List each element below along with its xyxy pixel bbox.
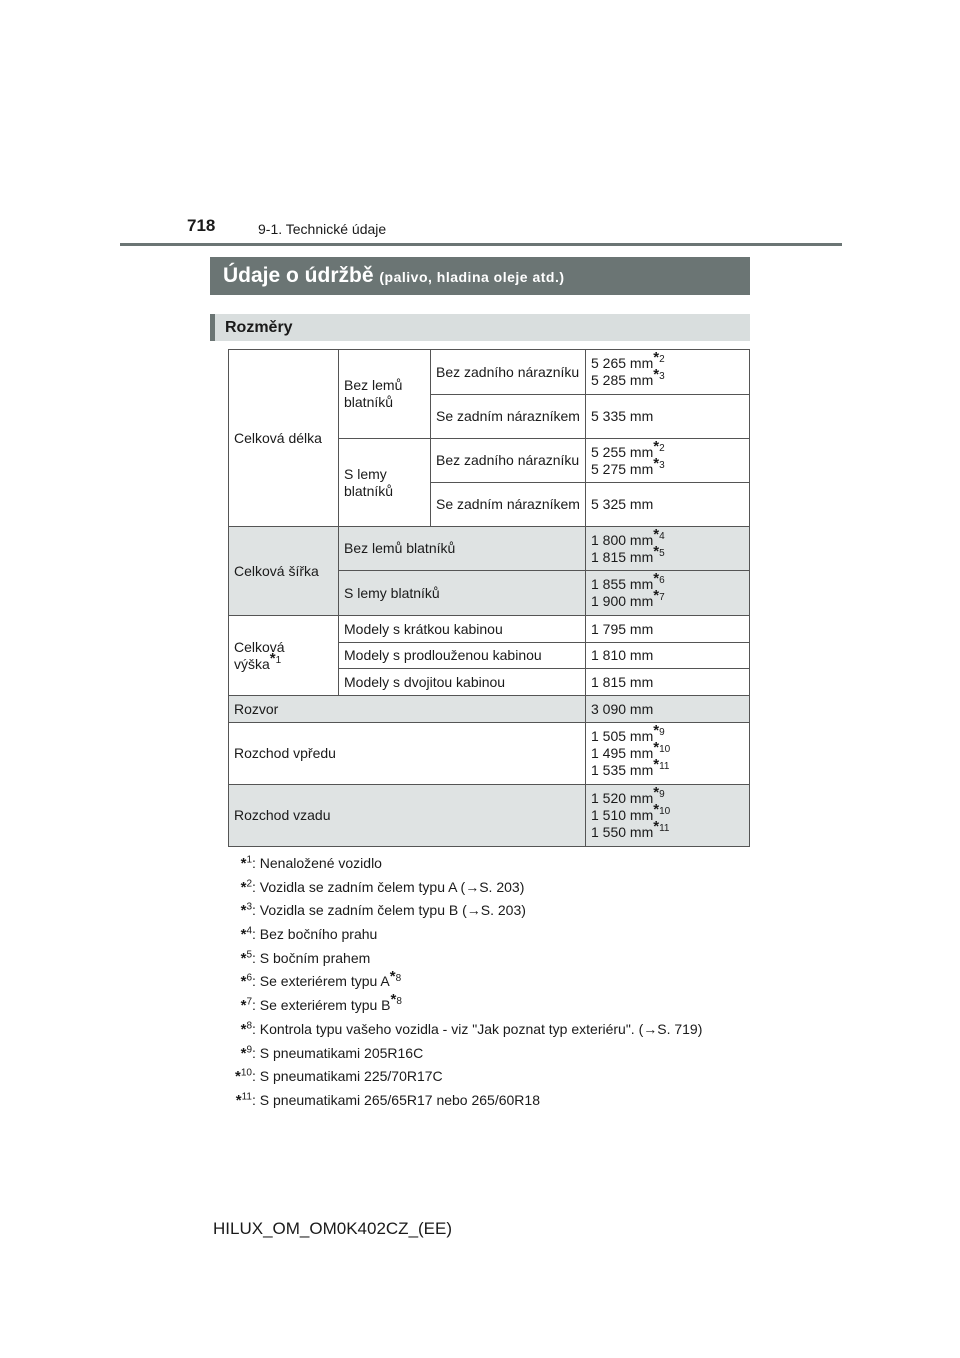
footnote-ref: *3: [653, 454, 665, 472]
footnote: *$^7$: Se exteriérem typu $B^{*8}$: [240, 991, 402, 1015]
section-label: 9-1. Technické údaje: [258, 221, 387, 237]
footnotes: [226, 852, 702, 1113]
document-code: HILUX_OM_OM0K402CZ_(EE): [213, 1219, 453, 1238]
footnote: *$^5$: S bočním prahem: [240, 949, 371, 967]
footnote-ref: *11: [653, 756, 670, 774]
footnote-text: : Kontrola typu vašeho vozidla - viz "Jak poznat typ exteriéru". (→S. 719): [252, 1020, 703, 1037]
footnote-ref: *10: [653, 801, 671, 819]
footnote-ref: *1: [269, 649, 282, 667]
value-cell: [586, 527, 750, 571]
footnote-text: : Se exteriérem typu A: [252, 973, 390, 990]
section-title-sub: (palivo, hladina oleje atd.): [379, 269, 565, 285]
footnote-ref: *3: [653, 366, 665, 384]
value-text: 1 855 mm: [591, 576, 654, 592]
footnote-ref: *4: [653, 525, 665, 543]
footnote: *$^6$: Se exteriérem typu $A^{*8}$: [240, 967, 402, 991]
footnote-text: : S pneumatikami 265/65R17 nebo 265/60R18: [252, 1091, 540, 1108]
footnote-ref: *10: [653, 739, 671, 757]
with-fender-label: S lemy blatníků: [339, 571, 586, 616]
footnote: *$^3$: Vozidla se zadním čelem typu B (→S. 203): [240, 901, 526, 920]
footnote-text: : S pneumatikami 225/70R17C: [252, 1068, 443, 1085]
section-title-main: Údaje o údržbě: [223, 264, 374, 287]
footnote-text: : Bez bočního prahu: [252, 926, 378, 943]
value-text: 1 900 mm: [591, 593, 654, 609]
short-cab-label: Modely s krátkou kabinou: [339, 616, 586, 643]
value-text: 1 815 mm: [591, 548, 654, 565]
no-fender-label: Bez lemů blatníků: [339, 527, 586, 571]
value-cell: [586, 439, 750, 483]
footnote-ref: *9: [653, 722, 665, 740]
footnote-ref: *9: [653, 784, 665, 802]
front-track-label: Rozchod vpředu: [229, 723, 586, 785]
table-row: [229, 696, 750, 723]
subsection-title: Rozměry: [210, 314, 750, 341]
value-text: 1 510 mm: [591, 807, 654, 823]
footnote-text: : Vozidla se zadním čelem typu B (→S. 203): [252, 902, 526, 919]
with-bumper-label: Se zadním nárazníkem: [431, 483, 586, 527]
with-fender-label: S lemy blatníků: [339, 439, 431, 527]
value-cell: 1 815 mm: [586, 669, 750, 696]
wheelbase-label: Rozvor: [229, 696, 586, 723]
footnote: *$^1$: Nenaložené vozidlo: [240, 854, 382, 872]
extra-cab-label: Modely s prodlouženou kabinou: [339, 643, 586, 669]
value-text: 5 265 mm: [591, 355, 654, 371]
value-text: 1 535 mm: [591, 762, 654, 778]
footnote-ref: *8: [389, 967, 402, 985]
footnote: *$^9$: S pneumatikami 205R16C: [240, 1043, 424, 1062]
footnote-text: : S pneumatikami 205R16C: [252, 1044, 424, 1061]
footnote: *$^2$: Vozidla se zadním čelem typu A (→S. 203): [240, 878, 525, 896]
table-row: [229, 350, 750, 395]
dimensions-table: [228, 349, 750, 847]
page-number: 718: [187, 216, 216, 235]
value-cell: 5 325 mm: [586, 483, 750, 527]
no-bumper-label: Bez zadního nárazníku: [431, 350, 586, 395]
value-cell: [586, 785, 750, 847]
value-cell: [586, 571, 750, 616]
double-cab-label: Modely s dvojitou kabinou: [339, 669, 586, 696]
footnote-ref: *2: [653, 349, 665, 367]
value-cell: [586, 723, 750, 785]
footnote-ref: *7: [653, 587, 665, 605]
value-text: 1 800 mm: [591, 531, 654, 548]
value-cell: 1 810 mm: [586, 643, 750, 669]
footnote-text: : Nenaložené vozidlo: [252, 855, 382, 871]
footnote-ref: *5: [653, 542, 665, 560]
footnote-text: : S bočním prahem: [252, 949, 371, 966]
footnote-ref: *8: [390, 991, 402, 1009]
footnote-ref: *6: [653, 570, 665, 588]
footnote: *$^{11}$: S pneumatikami 265/65R17 nebo 265/60R18: [235, 1091, 540, 1109]
footnote-ref: *11: [653, 818, 670, 836]
value-cell: 1 795 mm: [586, 616, 750, 643]
value-cell: 3 090 mm: [586, 696, 750, 723]
width-label: Celková šířka: [229, 527, 339, 616]
height-label-cell: [229, 616, 339, 696]
length-label: Celková délka: [229, 350, 339, 527]
table-row: [229, 723, 750, 785]
footnote-text: : Se exteriérem typu B: [252, 997, 391, 1014]
value-text: 5 275 mm: [591, 460, 654, 477]
value-cell: [586, 350, 750, 395]
with-bumper-label: Se zadním nárazníkem: [431, 395, 586, 439]
value-text: 5 285 mm: [591, 372, 654, 388]
value-text: 5 255 mm: [591, 443, 654, 460]
value-text: 1 550 mm: [591, 824, 654, 840]
height-label: Celková výška: [234, 638, 285, 672]
rear-track-label: Rozchod vzadu: [229, 785, 586, 847]
header-divider: [120, 243, 842, 246]
footnote-ref: *2: [653, 437, 665, 455]
no-fender-label: Bez lemů blatníků: [339, 350, 431, 439]
no-bumper-label: Bez zadního nárazníku: [431, 439, 586, 483]
value-text: 1 495 mm: [591, 745, 654, 761]
value-text: 1 520 mm: [591, 790, 654, 806]
table-row: [229, 785, 750, 847]
footnote: *$^{10}$: S pneumatikami 225/70R17C: [235, 1067, 443, 1086]
section-title: [210, 257, 750, 295]
table-row: [229, 527, 750, 571]
footnote: *$^4$: Bez bočního prahu: [240, 925, 378, 944]
table-row: [229, 616, 750, 643]
value-cell: 5 335 mm: [586, 395, 750, 439]
footnote-text: : Vozidla se zadním čelem typu A (→S. 203): [252, 878, 525, 895]
value-text: 1 505 mm: [591, 728, 654, 744]
footnote: *$^8$: Kontrola typu vašeho vozidla - viz "Jak poznat typ exteriéru". (→S. 719): [240, 1020, 703, 1038]
